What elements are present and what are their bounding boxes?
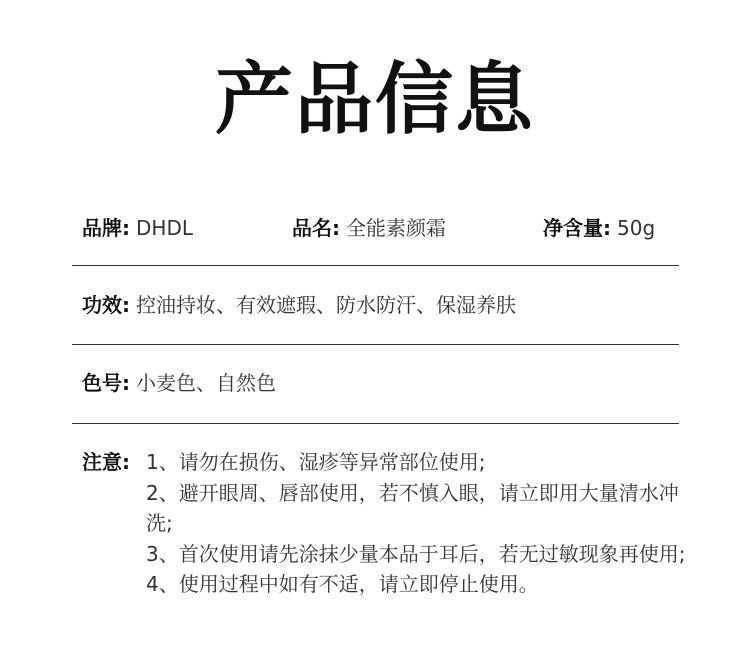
product-name-value: 全能素颜霜: [346, 216, 446, 240]
effects-label: 功效:: [82, 293, 130, 317]
brand-value: DHDL: [136, 216, 193, 240]
divider: [72, 423, 679, 424]
brand-row: [82, 213, 193, 243]
shades-value: 小麦色、自然色: [136, 371, 276, 395]
note-item: 4、使用过程中如有不适，请立即停止使用。: [146, 572, 539, 596]
divider: [72, 344, 679, 345]
page-title: 产品信息: [214, 55, 535, 145]
note-item: 2、避开眼周、唇部使用，若不慎入眼，请立即用大量清水冲洗;: [146, 480, 679, 535]
note-item: 3、首次使用请先涂抹少量本品于耳后，若无过敏现象再使用;: [146, 541, 686, 566]
shades-label: 色号:: [82, 371, 130, 395]
shades-row: [82, 368, 276, 398]
effects-row: [82, 290, 516, 320]
notes-list: [146, 447, 686, 600]
effects-value: 控油持妆、有效遮瑕、防水防汗、保湿养肤: [136, 293, 516, 317]
notes-label: 注意:: [82, 450, 130, 474]
net-content-row: [543, 213, 655, 243]
product-name-row: [292, 213, 446, 243]
product-name-label: 品名:: [292, 216, 340, 240]
net-content-label: 净含量:: [543, 216, 611, 240]
divider: [72, 265, 679, 266]
note-item: 1、请勿在损伤、湿疹等异常部位使用;: [146, 450, 486, 474]
brand-label: 品牌:: [82, 216, 130, 240]
net-content-value: 50g: [617, 216, 656, 240]
